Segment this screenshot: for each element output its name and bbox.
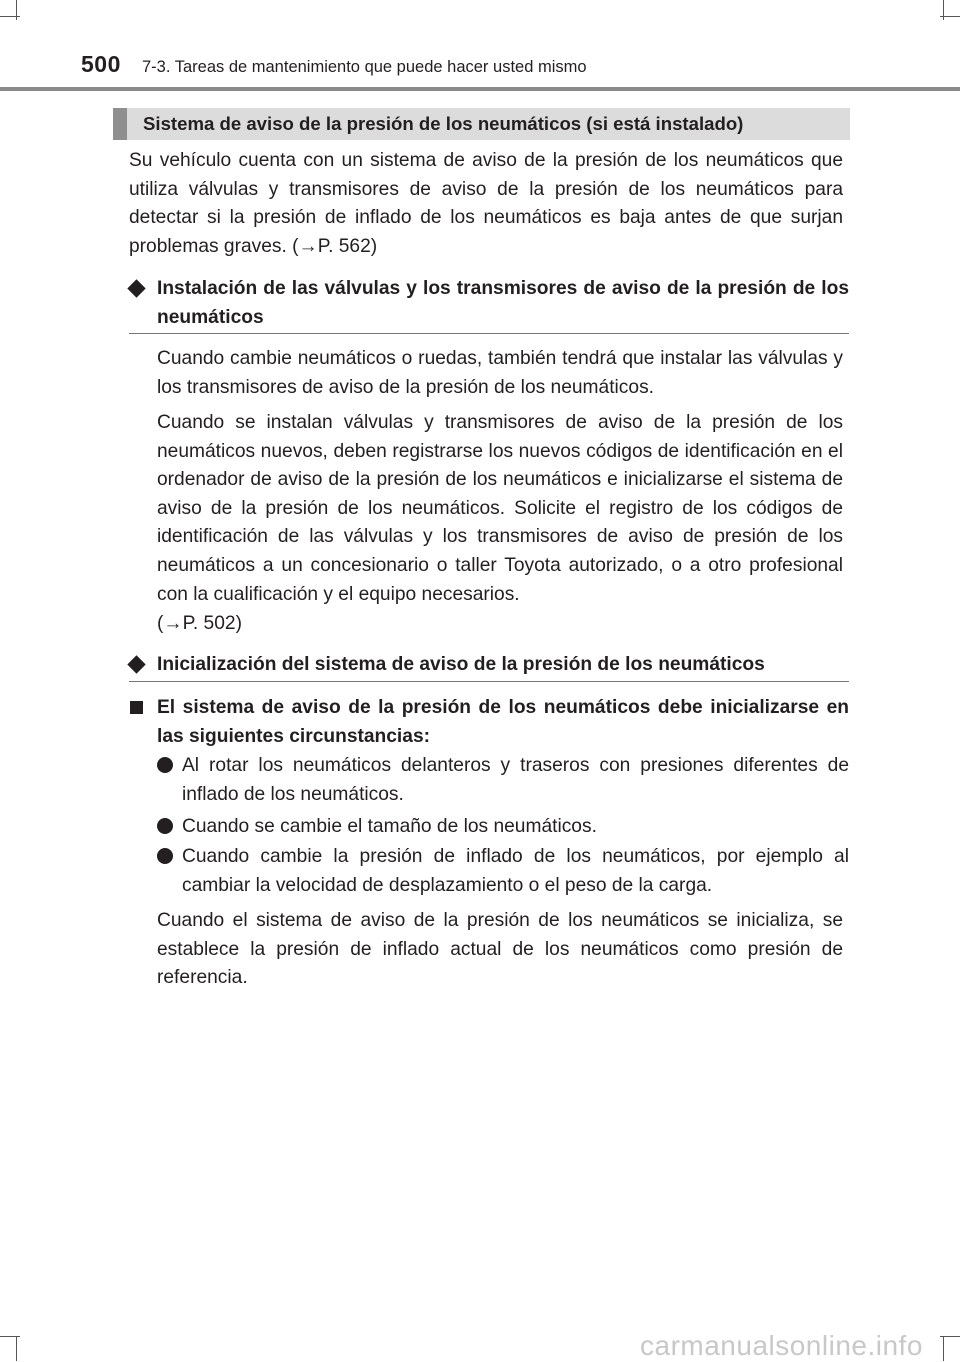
page-reference: (→P. 502): [157, 613, 242, 634]
subsection-rule: [129, 333, 849, 334]
crop-mark: [16, 0, 17, 20]
crop-mark: [0, 1336, 20, 1337]
diamond-bullet-icon: [127, 655, 145, 673]
list-item-text: Al rotar los neumáticos delanteros y traseros con presiones diferentes de inflado de los neumáticos.: [182, 755, 849, 805]
running-head: 7-3. Tareas de mantenimiento que puede hacer usted mismo: [142, 58, 587, 76]
header-rule: [0, 87, 960, 91]
crop-mark: [940, 1336, 960, 1337]
list-item: [156, 813, 849, 842]
installation-paragraph-1: Cuando cambie neumáticos o ruedas, también tendrá que instalar las válvulas y los transmisores de aviso de la presión de los neumáticos.: [157, 348, 843, 398]
round-bullet-icon: [157, 848, 173, 864]
intro-paragraph: Su vehículo cuenta con un sistema de aviso de la presión de los neumáticos que utiliza válvulas y transmisores de aviso de la presión de los neumáticos para detectar si la presión de inflado de los neumáticos es baja antes de que surjan problemas graves. (→P. 562): [129, 150, 843, 257]
conditions-heading: [129, 694, 849, 751]
subsection-title: Inicialización del sistema de aviso de la presión de los neumáticos: [157, 654, 765, 675]
section-heading-bar: [113, 108, 850, 140]
installation-paragraph-2: Cuando se instalan válvulas y transmisores de aviso de la presión de los neumáticos nuevos, deben registrarse los nuevos códigos de identificación en el ordenador de aviso de la presión de los neumáticos e inicializarse el sistema de aviso de la presión de los neumáticos. Solicite el registro de los códigos de identificación de las válvulas y los transmisores de aviso de presión de los neumáticos a un concesionario o taller Toyota autorizado, o a otro profesional con la cualificación y el equipo necesarios.: [157, 412, 843, 605]
subsection-rule: [129, 681, 849, 682]
crop-mark: [16, 1336, 17, 1361]
list-item-text: Cuando cambie la presión de inflado de los neumáticos, por ejemplo al cambiar la velocidad de desplazamiento o el peso de la carga.: [182, 846, 849, 896]
crop-mark: [943, 0, 944, 20]
watermark: carmanualsonline.info: [640, 1330, 923, 1361]
crop-mark: [0, 16, 20, 17]
subsection-heading-initialization: [129, 651, 849, 680]
conditions-heading-text: El sistema de aviso de la presión de los neumáticos debe inicializarse en las siguientes circunstancias:: [157, 697, 849, 747]
list-item-text: Cuando se cambie el tamaño de los neumáticos.: [182, 816, 597, 837]
list-item: [156, 752, 849, 809]
crop-mark: [940, 16, 960, 17]
round-bullet-icon: [157, 757, 173, 773]
diamond-bullet-icon: [127, 279, 145, 297]
square-bullet-icon: [130, 701, 143, 714]
list-item: [156, 843, 849, 900]
round-bullet-icon: [157, 818, 173, 834]
section-title: Sistema de aviso de la presión de los neumáticos (si está instalado): [143, 113, 744, 134]
subsection-title: Instalación de las válvulas y los transmisores de aviso de la presión de los neumáticos: [157, 278, 849, 328]
page-number: 500: [81, 51, 121, 77]
crop-mark: [943, 1336, 944, 1361]
closing-paragraph: Cuando el sistema de aviso de la presión de los neumáticos se inicializa, se establece la presión de inflado actual de los neumáticos como presión de referencia.: [157, 910, 843, 989]
subsection-heading-installation: [129, 275, 849, 332]
